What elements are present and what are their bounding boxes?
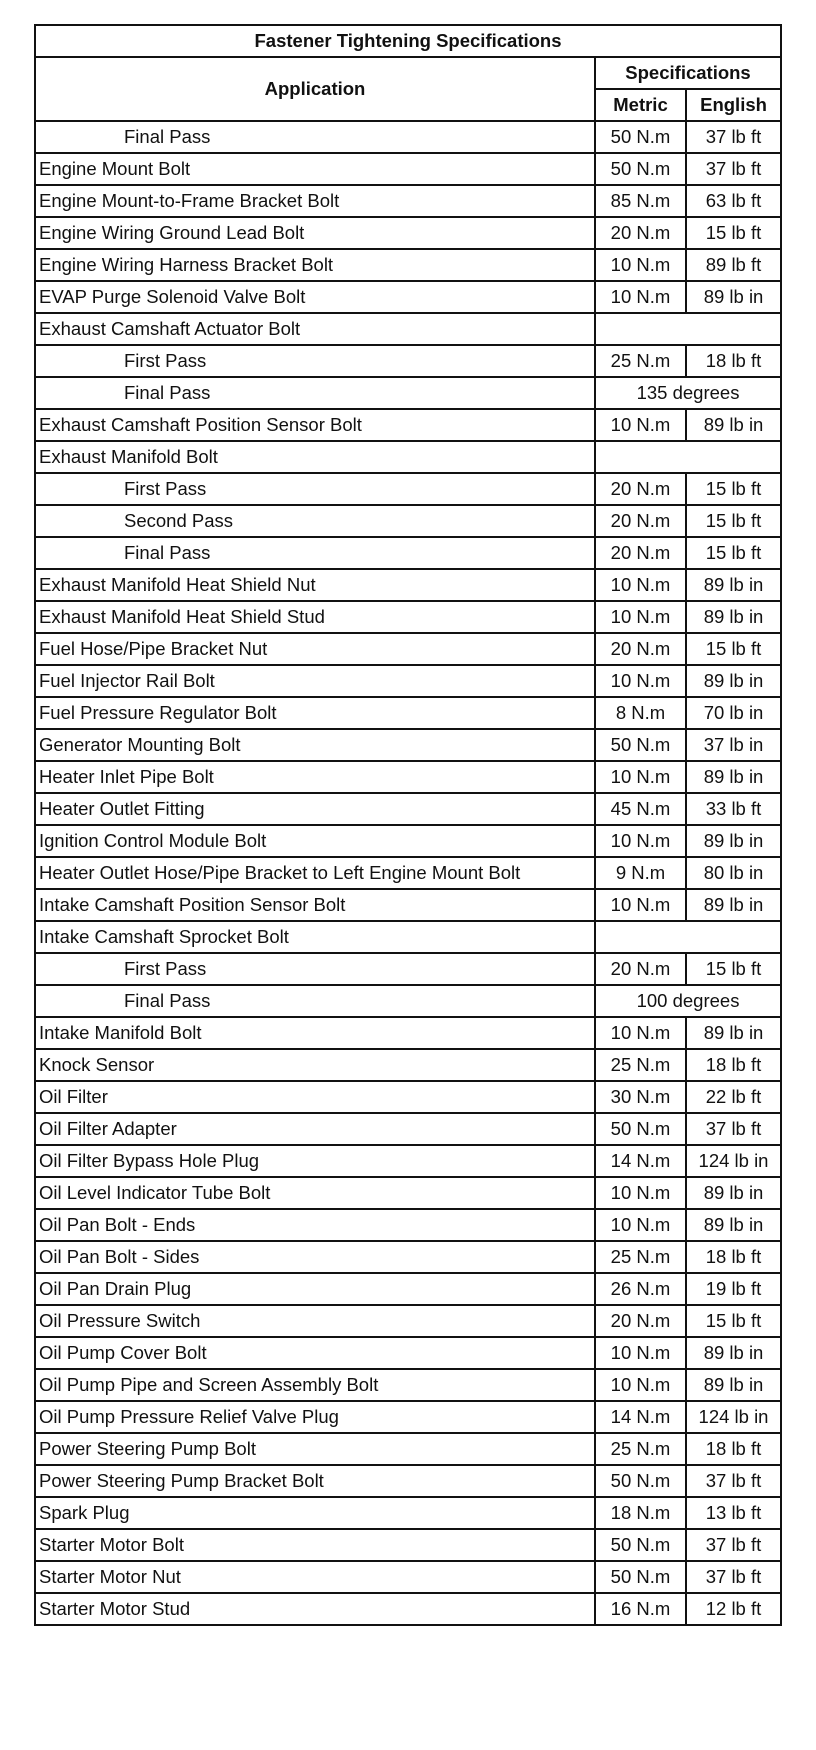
metric-cell: 20 N.m: [595, 537, 686, 569]
english-cell: 13 lb ft: [686, 1497, 781, 1529]
group-spacer-cell: [595, 921, 781, 953]
metric-cell: 10 N.m: [595, 601, 686, 633]
table-row: [35, 1049, 781, 1081]
english-cell: 18 lb ft: [686, 1433, 781, 1465]
english-cell: 37 lb in: [686, 729, 781, 761]
english-cell: 124 lb in: [686, 1145, 781, 1177]
table-row: [35, 1529, 781, 1561]
english-cell: 63 lb ft: [686, 185, 781, 217]
english-cell: 15 lb ft: [686, 1305, 781, 1337]
application-cell: Final Pass: [35, 985, 595, 1017]
table-row: [35, 121, 781, 153]
metric-cell: 85 N.m: [595, 185, 686, 217]
english-cell: 89 lb in: [686, 825, 781, 857]
application-cell: Fuel Injector Rail Bolt: [35, 665, 595, 697]
metric-cell: 20 N.m: [595, 953, 686, 985]
table-title-row: [35, 25, 781, 57]
application-cell: Knock Sensor: [35, 1049, 595, 1081]
application-cell: Heater Outlet Hose/Pipe Bracket to Left Engine Mount Bolt: [35, 857, 595, 889]
application-cell: Oil Filter: [35, 1081, 595, 1113]
english-cell: 15 lb ft: [686, 505, 781, 537]
table-row: [35, 1369, 781, 1401]
group-spacer-cell: [595, 441, 781, 473]
metric-cell: 10 N.m: [595, 1177, 686, 1209]
table-row: [35, 761, 781, 793]
application-cell: Oil Pan Bolt - Sides: [35, 1241, 595, 1273]
application-cell: Oil Pan Bolt - Ends: [35, 1209, 595, 1241]
metric-cell: 10 N.m: [595, 1017, 686, 1049]
table-row: [35, 409, 781, 441]
table-row: [35, 377, 781, 409]
table-row: [35, 185, 781, 217]
metric-cell: 45 N.m: [595, 793, 686, 825]
table-row: [35, 1401, 781, 1433]
table-row: [35, 153, 781, 185]
application-cell: Generator Mounting Bolt: [35, 729, 595, 761]
metric-cell: 50 N.m: [595, 1561, 686, 1593]
application-cell: Power Steering Pump Bracket Bolt: [35, 1465, 595, 1497]
metric-cell: 25 N.m: [595, 1241, 686, 1273]
english-cell: 89 lb in: [686, 1337, 781, 1369]
metric-cell: 10 N.m: [595, 1337, 686, 1369]
metric-cell: 10 N.m: [595, 825, 686, 857]
english-cell: 15 lb ft: [686, 217, 781, 249]
metric-cell: 25 N.m: [595, 345, 686, 377]
header-english: English: [686, 89, 781, 121]
metric-cell: 20 N.m: [595, 473, 686, 505]
metric-cell: 50 N.m: [595, 1529, 686, 1561]
english-cell: 89 lb in: [686, 1209, 781, 1241]
english-cell: 15 lb ft: [686, 537, 781, 569]
application-cell: Final Pass: [35, 121, 595, 153]
table-row: [35, 1241, 781, 1273]
table-row: [35, 1497, 781, 1529]
english-cell: 33 lb ft: [686, 793, 781, 825]
application-cell: Power Steering Pump Bolt: [35, 1433, 595, 1465]
metric-cell: 30 N.m: [595, 1081, 686, 1113]
table-row: [35, 1433, 781, 1465]
header-metric: Metric: [595, 89, 686, 121]
table-row: [35, 857, 781, 889]
english-cell: 19 lb ft: [686, 1273, 781, 1305]
table-row: [35, 1081, 781, 1113]
application-cell: Starter Motor Bolt: [35, 1529, 595, 1561]
application-cell: Starter Motor Nut: [35, 1561, 595, 1593]
application-cell: Fuel Pressure Regulator Bolt: [35, 697, 595, 729]
application-cell: Intake Camshaft Sprocket Bolt: [35, 921, 595, 953]
english-cell: 89 lb in: [686, 569, 781, 601]
application-cell: EVAP Purge Solenoid Valve Bolt: [35, 281, 595, 313]
english-cell: 37 lb ft: [686, 1529, 781, 1561]
table-row: [35, 1017, 781, 1049]
metric-cell: 14 N.m: [595, 1401, 686, 1433]
english-cell: 80 lb in: [686, 857, 781, 889]
application-cell: Exhaust Camshaft Actuator Bolt: [35, 313, 595, 345]
metric-cell: 20 N.m: [595, 633, 686, 665]
table-row: [35, 1561, 781, 1593]
fastener-spec-table: [34, 24, 782, 1626]
application-cell: First Pass: [35, 953, 595, 985]
application-cell: Exhaust Camshaft Position Sensor Bolt: [35, 409, 595, 441]
table-row: [35, 985, 781, 1017]
metric-cell: 50 N.m: [595, 729, 686, 761]
metric-cell: 20 N.m: [595, 505, 686, 537]
table-row: [35, 1177, 781, 1209]
english-cell: 89 lb in: [686, 1017, 781, 1049]
metric-cell: 10 N.m: [595, 249, 686, 281]
table-group-row: [35, 921, 781, 953]
metric-cell: 10 N.m: [595, 889, 686, 921]
application-cell: Exhaust Manifold Heat Shield Stud: [35, 601, 595, 633]
english-cell: 37 lb ft: [686, 1113, 781, 1145]
english-cell: 12 lb ft: [686, 1593, 781, 1625]
application-cell: Engine Wiring Harness Bracket Bolt: [35, 249, 595, 281]
metric-cell: 50 N.m: [595, 1113, 686, 1145]
application-cell: Oil Pump Pressure Relief Valve Plug: [35, 1401, 595, 1433]
table-row: [35, 697, 781, 729]
table-body: [35, 121, 781, 1625]
metric-cell: 10 N.m: [595, 665, 686, 697]
table-row: [35, 1145, 781, 1177]
english-cell: 18 lb ft: [686, 345, 781, 377]
english-cell: 37 lb ft: [686, 153, 781, 185]
application-cell: Second Pass: [35, 505, 595, 537]
english-cell: 124 lb in: [686, 1401, 781, 1433]
table-row: [35, 729, 781, 761]
english-cell: 89 lb in: [686, 889, 781, 921]
table-row: [35, 1209, 781, 1241]
table-title: Fastener Tightening Specifications: [35, 25, 781, 57]
english-cell: 37 lb ft: [686, 1465, 781, 1497]
english-cell: 89 lb in: [686, 409, 781, 441]
metric-cell: 10 N.m: [595, 1209, 686, 1241]
spec-table-container: [34, 24, 780, 1626]
application-cell: Oil Pump Pipe and Screen Assembly Bolt: [35, 1369, 595, 1401]
table-row: [35, 633, 781, 665]
group-spacer-cell: [595, 313, 781, 345]
english-cell: 37 lb ft: [686, 121, 781, 153]
table-row: [35, 1337, 781, 1369]
english-cell: 22 lb ft: [686, 1081, 781, 1113]
metric-cell: 18 N.m: [595, 1497, 686, 1529]
english-cell: 89 lb in: [686, 761, 781, 793]
application-cell: Heater Outlet Fitting: [35, 793, 595, 825]
english-cell: 70 lb in: [686, 697, 781, 729]
english-cell: 89 lb in: [686, 665, 781, 697]
header-row-1: [35, 57, 781, 89]
metric-cell: 10 N.m: [595, 1369, 686, 1401]
application-cell: Oil Pan Drain Plug: [35, 1273, 595, 1305]
header-application: Application: [35, 57, 595, 121]
table-row: [35, 793, 781, 825]
metric-cell: 10 N.m: [595, 409, 686, 441]
application-cell: Engine Mount Bolt: [35, 153, 595, 185]
metric-cell: 25 N.m: [595, 1433, 686, 1465]
application-cell: Starter Motor Stud: [35, 1593, 595, 1625]
english-cell: 89 lb in: [686, 1177, 781, 1209]
table-row: [35, 1305, 781, 1337]
application-cell: First Pass: [35, 345, 595, 377]
metric-cell: 26 N.m: [595, 1273, 686, 1305]
english-cell: 18 lb ft: [686, 1241, 781, 1273]
english-cell: 15 lb ft: [686, 953, 781, 985]
table-row: [35, 825, 781, 857]
application-cell: Final Pass: [35, 377, 595, 409]
application-cell: Fuel Hose/Pipe Bracket Nut: [35, 633, 595, 665]
application-cell: Oil Filter Adapter: [35, 1113, 595, 1145]
application-cell: Oil Level Indicator Tube Bolt: [35, 1177, 595, 1209]
table-row: [35, 473, 781, 505]
metric-cell: 10 N.m: [595, 569, 686, 601]
english-cell: 18 lb ft: [686, 1049, 781, 1081]
metric-cell: 10 N.m: [595, 761, 686, 793]
table-row: [35, 889, 781, 921]
table-row: [35, 537, 781, 569]
table-row: [35, 249, 781, 281]
metric-cell: 16 N.m: [595, 1593, 686, 1625]
merged-spec-cell: 135 degrees: [595, 377, 781, 409]
table-row: [35, 601, 781, 633]
table-row: [35, 953, 781, 985]
table-row: [35, 345, 781, 377]
english-cell: 89 lb in: [686, 1369, 781, 1401]
metric-cell: 50 N.m: [595, 1465, 686, 1497]
table-row: [35, 281, 781, 313]
application-cell: Engine Mount-to-Frame Bracket Bolt: [35, 185, 595, 217]
table-row: [35, 505, 781, 537]
table-row: [35, 217, 781, 249]
english-cell: 15 lb ft: [686, 633, 781, 665]
application-cell: Intake Manifold Bolt: [35, 1017, 595, 1049]
table-row: [35, 665, 781, 697]
metric-cell: 20 N.m: [595, 1305, 686, 1337]
application-cell: Exhaust Manifold Heat Shield Nut: [35, 569, 595, 601]
application-cell: Engine Wiring Ground Lead Bolt: [35, 217, 595, 249]
merged-spec-cell: 100 degrees: [595, 985, 781, 1017]
application-cell: Ignition Control Module Bolt: [35, 825, 595, 857]
metric-cell: 9 N.m: [595, 857, 686, 889]
metric-cell: 8 N.m: [595, 697, 686, 729]
table-row: [35, 1113, 781, 1145]
english-cell: 37 lb ft: [686, 1561, 781, 1593]
english-cell: 15 lb ft: [686, 473, 781, 505]
application-cell: First Pass: [35, 473, 595, 505]
metric-cell: 50 N.m: [595, 121, 686, 153]
application-cell: Heater Inlet Pipe Bolt: [35, 761, 595, 793]
metric-cell: 14 N.m: [595, 1145, 686, 1177]
application-cell: Spark Plug: [35, 1497, 595, 1529]
english-cell: 89 lb ft: [686, 249, 781, 281]
table-row: [35, 1593, 781, 1625]
english-cell: 89 lb in: [686, 281, 781, 313]
metric-cell: 20 N.m: [595, 217, 686, 249]
table-row: [35, 1465, 781, 1497]
application-cell: Intake Camshaft Position Sensor Bolt: [35, 889, 595, 921]
metric-cell: 25 N.m: [595, 1049, 686, 1081]
table-row: [35, 569, 781, 601]
application-cell: Oil Pressure Switch: [35, 1305, 595, 1337]
table-group-row: [35, 313, 781, 345]
table-group-row: [35, 441, 781, 473]
english-cell: 89 lb in: [686, 601, 781, 633]
application-cell: Final Pass: [35, 537, 595, 569]
metric-cell: 10 N.m: [595, 281, 686, 313]
header-specifications: Specifications: [595, 57, 781, 89]
application-cell: Oil Pump Cover Bolt: [35, 1337, 595, 1369]
table-row: [35, 1273, 781, 1305]
application-cell: Oil Filter Bypass Hole Plug: [35, 1145, 595, 1177]
application-cell: Exhaust Manifold Bolt: [35, 441, 595, 473]
metric-cell: 50 N.m: [595, 153, 686, 185]
